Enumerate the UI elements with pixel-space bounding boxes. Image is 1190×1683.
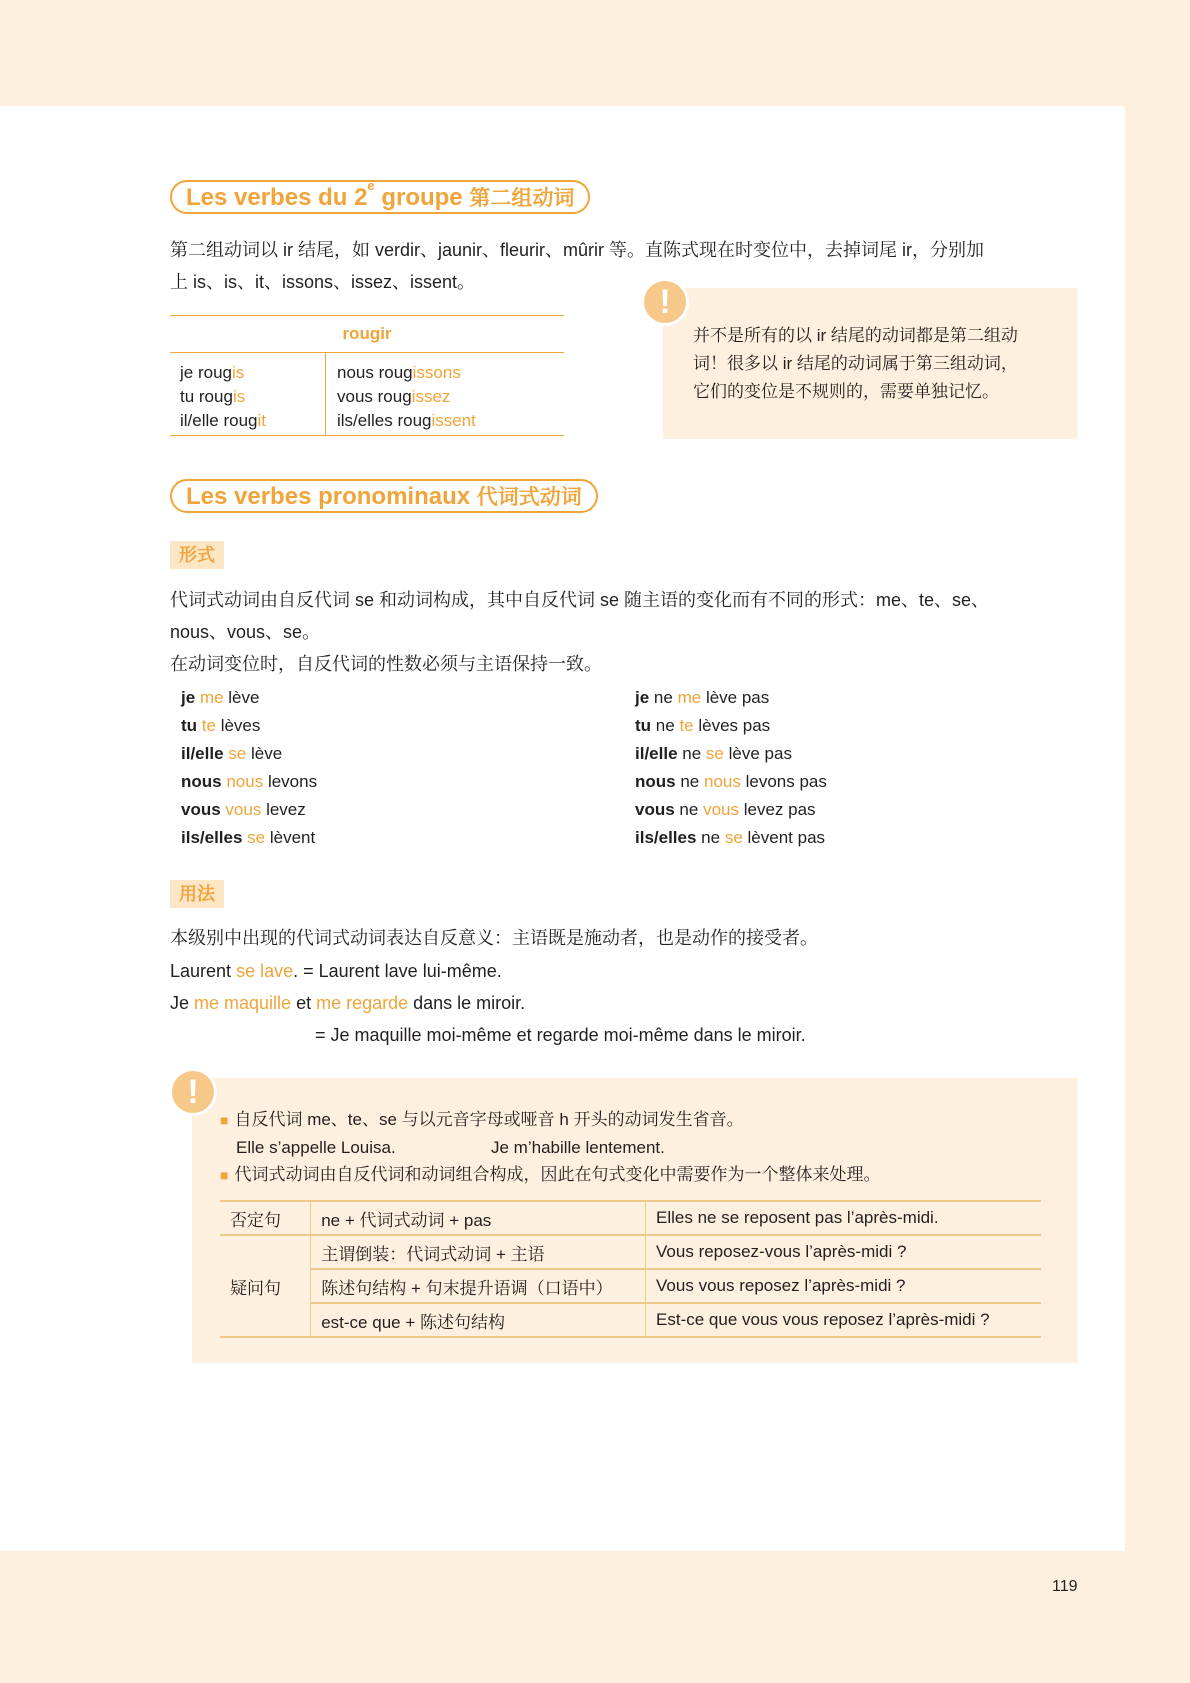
- usage-badge: 用法: [170, 880, 224, 908]
- form-badge: 形式: [170, 541, 224, 569]
- list-item: vous ne vous levez pas: [635, 800, 816, 819]
- table-row: je rougis: [180, 363, 245, 382]
- list-item: il/elle se lève: [181, 744, 283, 763]
- table-row: est-ce que + 陈述句结构 Est-ce que vous vous reposez l’après-midi ?: [220, 1303, 1041, 1337]
- table-row: nous rougissons: [337, 363, 461, 382]
- list-item: je ne me lève pas: [635, 688, 770, 707]
- conjugation-table-rougir: [170, 315, 564, 436]
- list-item: nous ne nous levons pas: [635, 772, 827, 791]
- exclamation-icon: !: [641, 278, 689, 326]
- table-row: tu rougis: [180, 387, 246, 406]
- intro-line-2: 上 is、is、it、issons、issez、issent。: [170, 272, 476, 292]
- sentence-pattern-table: [220, 1200, 1041, 1338]
- table-row: 疑问句 主谓倒装：代词式动词 + 主语 Vous reposez-vous l’après-midi ?: [220, 1235, 1041, 1269]
- list-item: il/elle ne se lève pas: [635, 744, 792, 763]
- section-title-second-group: Les verbes du 2e groupe 第二组动词: [170, 180, 590, 214]
- list-item: je me lève: [181, 688, 260, 707]
- list-item: tu te lèves: [181, 716, 261, 735]
- affirmative-conjugation: [181, 684, 317, 852]
- table-row: il/elle rougit: [180, 411, 266, 430]
- form-line-1: 代词式动词由自反代词 se 和动词构成，其中自反代词 se 随主语的变化而有不同的形式：me、te、se、: [170, 590, 990, 610]
- table-row: vous rougissez: [337, 387, 451, 406]
- usage-example-3: = Je maquille moi-même et regarde moi-même dans le miroir.: [315, 1025, 806, 1045]
- form-line-2: nous、vous、se。: [170, 622, 321, 642]
- list-item: vous vous levez: [181, 800, 306, 819]
- exclamation-icon: !: [169, 1068, 217, 1116]
- usage-example-2: Je me maquille et me regarde dans le miroir.: [170, 993, 526, 1013]
- list-item: ils/elles se lèvent: [181, 828, 316, 847]
- conjugation-table-header: rougir: [170, 315, 564, 353]
- note-box-pronominal-usage: [192, 1078, 1078, 1363]
- table-row: 陈述句结构 + 句末提升语调（口语中） Vous vous reposez l’après-midi ?: [220, 1269, 1041, 1303]
- negative-conjugation: [635, 684, 827, 852]
- note-bullet-1: ■ 自反代词 me、te、se 与以元音字母或哑音 h 开头的动词发生省音。: [220, 1110, 744, 1129]
- form-line-3: 在动词变位时，自反代词的性数必须与主语保持一致。: [170, 654, 602, 674]
- note-bullet-2: ■ 代词式动词由自反代词和动词组合构成，因此在句式变化中需要作为一个整体来处理。: [220, 1165, 881, 1184]
- intro-line-1: 第二组动词以 ir 结尾，如 verdir、jaunir、fleurir、mûrir 等。直陈式现在时变位中，去掉词尾 ir，分别加: [170, 240, 985, 260]
- note-example-1: Elle s’appelle Louisa. Je m’habille lentement.: [236, 1138, 665, 1157]
- list-item: nous nous levons: [181, 772, 318, 791]
- usage-line-1: 本级别中出现的代词式动词表达自反意义：主语既是施动者，也是动作的接受者。: [170, 928, 818, 948]
- usage-example-1: Laurent se lave. = Laurent lave lui-même.: [170, 961, 502, 981]
- section-title-pronominal: Les verbes pronominaux 代词式动词: [170, 479, 598, 513]
- list-item: tu ne te lèves pas: [635, 716, 771, 735]
- table-row: ils/elles rougissent: [337, 411, 476, 430]
- page-number: 119: [1052, 1578, 1078, 1595]
- list-item: ils/elles ne se lèvent pas: [635, 828, 826, 847]
- note-box-irregular: 并不是所有的以 ir 结尾的动词都是第二组动 词！很多以 ir 结尾的动词属于第三组动词， 它们的变位是不规则的，需要单独记忆。: [663, 288, 1078, 439]
- table-row: 否定句 ne + 代词式动词 + pas Elles ne se reposent pas l’après-midi.: [220, 1201, 1041, 1235]
